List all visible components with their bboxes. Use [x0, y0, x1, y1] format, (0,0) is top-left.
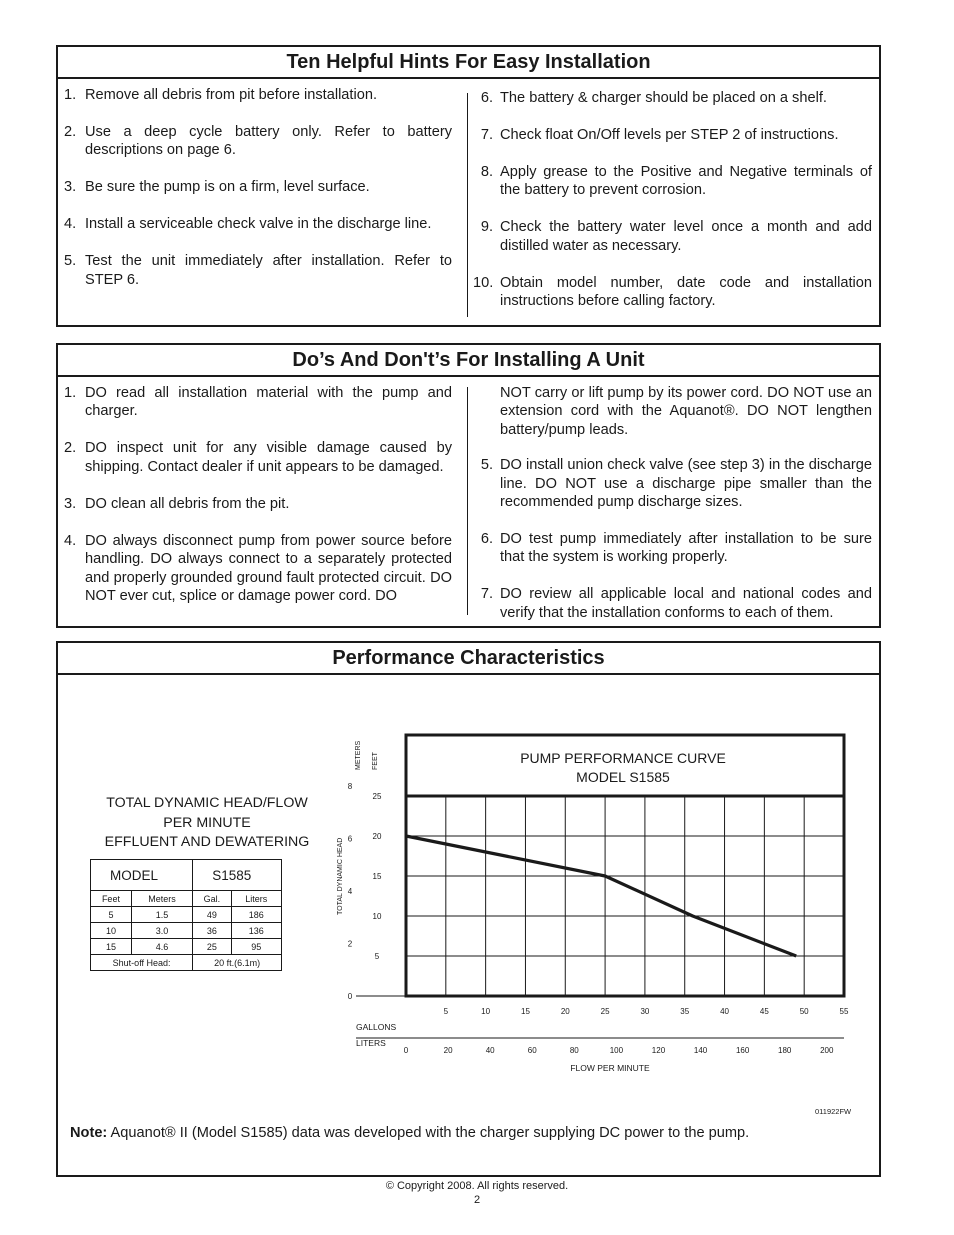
list-number: 5.	[480, 457, 493, 474]
feet-tick-label: 15	[372, 872, 382, 881]
column-divider	[467, 93, 468, 317]
dos-right-column	[476, 384, 872, 641]
table-cell: 4.6	[131, 939, 192, 955]
copyright: © Copyright 2008. All rights reserved.	[385, 1180, 569, 1192]
table-cell: 36	[193, 923, 231, 939]
liter-tick-label: 100	[609, 1046, 624, 1055]
list-number: 3.	[64, 179, 77, 196]
gallon-tick-label: 20	[560, 1007, 570, 1016]
continuation-text: NOT carry or lift pump by its power cord. DO NOT use an extension cord with the Aquanot®. DO NOT lengthen battery/pump leads.	[500, 385, 872, 438]
list-item	[64, 215, 452, 233]
meter-tick-label: 0	[347, 992, 353, 1001]
feet-tick-label: 25	[372, 792, 382, 801]
gallon-tick-label: 50	[799, 1007, 809, 1016]
column-header: Gal.	[193, 891, 231, 907]
liter-tick-label: 80	[569, 1046, 579, 1055]
gallon-tick-label: 55	[839, 1007, 849, 1016]
list-item	[476, 585, 872, 622]
list-number: 4.	[64, 532, 77, 549]
gallon-tick-label: 45	[759, 1007, 769, 1016]
meters-unit-label: METERS	[355, 740, 362, 770]
document-code: 011922FW	[815, 1107, 852, 1116]
hints-right-column	[473, 89, 872, 329]
page-number: 2	[473, 1194, 481, 1206]
meter-tick-label: 8	[347, 782, 353, 792]
list-number: 2.	[64, 124, 77, 140]
performance-chart	[58, 643, 878, 1103]
gallon-tick-label: 25	[600, 1007, 610, 1016]
liter-tick-label: 120	[651, 1046, 666, 1055]
model-value: S1585	[193, 860, 282, 891]
gallon-tick-label: 40	[720, 1007, 729, 1016]
list-item-continuation	[476, 384, 872, 439]
list-number: 2.	[64, 440, 77, 457]
column-divider	[467, 387, 468, 615]
list-text: Test the unit immediately after installation. Refer to STEP 6.	[85, 253, 452, 288]
list-item	[476, 456, 872, 511]
performance-curve	[406, 836, 796, 956]
chart-subtitle: MODEL S1585	[576, 769, 670, 785]
feet-tick-label: 5	[374, 952, 380, 961]
list-number: 1.	[64, 385, 77, 401]
feet-tick-label: 10	[372, 912, 382, 921]
list-text: DO inspect unit for any visible damage caused by shipping. Contact dealer if unit appears to be damaged.	[85, 440, 452, 475]
list-text: DO clean all debris from the pit.	[85, 495, 290, 512]
liters-label: LITERS	[356, 1038, 386, 1048]
dos-left-column	[64, 384, 452, 624]
list-text: Remove all debris from pit before installation.	[85, 87, 378, 103]
table-cell: 15	[91, 939, 132, 955]
list-number: 9.	[480, 219, 493, 236]
list-text: The battery & charger should be placed on a shelf.	[500, 90, 827, 106]
hints-section	[56, 45, 881, 327]
liter-tick-label: 140	[693, 1046, 708, 1055]
meter-tick-label: 4	[347, 887, 353, 897]
list-item	[64, 252, 452, 289]
column-header: Liters	[231, 891, 281, 907]
table-cell: 5	[91, 907, 132, 923]
table-cell: 95	[231, 939, 281, 955]
list-text: Check the battery water level once a month and add distilled water as necessary.	[500, 219, 872, 254]
list-number: 6.	[480, 531, 493, 548]
y-axis-label: TOTAL DYNAMIC HEAD	[337, 837, 344, 915]
x-axis-label: FLOW PER MINUTE	[570, 1063, 650, 1073]
table-cell: 25	[193, 939, 231, 955]
performance-section	[56, 641, 881, 1177]
list-text: Check float On/Off levels per STEP 2 of instructions.	[500, 127, 839, 143]
feet-unit-label: FEET	[372, 752, 379, 770]
column-header: Feet	[91, 891, 132, 907]
performance-title: Performance Characteristics	[58, 643, 879, 675]
list-number: 4.	[64, 216, 77, 233]
list-item	[64, 86, 452, 104]
list-text: Apply grease to the Positive and Negative terminals of the battery to prevent corrosion.	[500, 164, 872, 199]
gallon-tick-label: 35	[680, 1007, 690, 1016]
list-item	[64, 178, 452, 196]
list-number: 8.	[480, 164, 493, 180]
list-text: DO install union check valve (see step 3) in the discharge line. DO NOT use a discharge pipe smaller than the recommended pump discharge sizes.	[500, 457, 872, 511]
list-text: DO read all installation material with the pump and charger.	[85, 385, 452, 420]
list-item	[64, 532, 452, 606]
table-cell: 49	[193, 907, 231, 923]
gallon-tick-label: 15	[521, 1007, 530, 1016]
shutoff-value: 20 ft.(6.1m)	[193, 955, 282, 971]
hints-title: Ten Helpful Hints For Easy Installation	[58, 47, 879, 79]
list-item	[473, 274, 872, 311]
liter-tick-label: 180	[778, 1046, 792, 1055]
feet-tick-label: 20	[372, 832, 382, 841]
list-item	[476, 218, 872, 255]
list-item	[64, 439, 452, 476]
gallon-tick-label: 5	[443, 1007, 449, 1016]
list-text: Use a deep cycle battery only. Refer to battery descriptions on page 6.	[85, 124, 452, 159]
liter-tick-label: 40	[485, 1046, 495, 1055]
liter-tick-label: 160	[735, 1046, 750, 1055]
table-title-line: EFFLUENT AND DEWATERING	[104, 834, 310, 850]
hints-left-column	[64, 86, 452, 308]
list-text: Be sure the pump is on a firm, level surface.	[85, 179, 370, 196]
list-item	[476, 89, 872, 107]
list-number: 3.	[64, 495, 77, 512]
list-item	[64, 384, 452, 421]
shutoff-label: Shut-off Head:	[91, 955, 193, 971]
list-number: 6.	[480, 90, 493, 106]
meter-tick-label: 6	[347, 834, 353, 844]
liter-tick-label: 60	[527, 1046, 537, 1055]
list-item	[64, 123, 452, 160]
table-cell: 1.5	[131, 907, 192, 923]
table-cell: 186	[231, 907, 281, 923]
list-number: 1.	[64, 87, 77, 103]
list-number: 10.	[473, 274, 494, 291]
gallon-tick-label: 30	[640, 1007, 650, 1016]
note-label: Note:	[70, 1125, 108, 1141]
meter-tick-label: 2	[347, 939, 353, 949]
list-text: DO review all applicable local and national codes and verify that the installation conforms to each of them.	[500, 586, 872, 621]
dos-donts-section	[56, 343, 881, 628]
dos-title: Do’s And Don't’s For Installing A Unit	[58, 345, 879, 377]
table-title-line: PER MINUTE	[163, 814, 251, 831]
table-cell: 10	[91, 923, 132, 939]
list-item	[476, 530, 872, 567]
list-text: DO always disconnect pump from power source before handling. DO always connect to a separately protected and properly grounded ground fault protected circuit. DO NOT ever cut, splice or damage power cord. DO	[85, 532, 452, 605]
table-cell: 136	[231, 923, 281, 939]
chart-title: PUMP PERFORMANCE CURVE	[520, 750, 726, 766]
list-text: Install a serviceable check valve in the discharge line.	[85, 216, 432, 233]
note-text: Aquanot® II (Model S1585) data was developed with the charger supplying DC power to the pump.	[107, 1125, 750, 1141]
table-cell: 3.0	[131, 923, 192, 939]
liter-tick-label: 0	[403, 1046, 409, 1055]
liter-tick-label: 200	[820, 1046, 834, 1055]
list-number: 7.	[480, 586, 493, 603]
list-item	[64, 495, 452, 513]
list-text: DO test pump immediately after installation to be sure that the system is working properly.	[500, 531, 872, 566]
list-number: 5.	[64, 253, 77, 270]
list-item	[476, 163, 872, 200]
list-number: 7.	[480, 127, 493, 143]
column-header: Meters	[131, 891, 192, 907]
list-item	[476, 126, 872, 144]
gallons-label: GALLONS	[356, 1022, 397, 1032]
list-text: Obtain model number, date code and installation instructions before calling factory.	[500, 274, 872, 310]
gallon-tick-label: 10	[481, 1007, 491, 1016]
table-title-line: TOTAL DYNAMIC HEAD/FLOW	[106, 795, 308, 811]
liter-tick-label: 20	[443, 1046, 453, 1055]
note	[70, 1125, 749, 1141]
model-label: MODEL	[91, 860, 193, 891]
